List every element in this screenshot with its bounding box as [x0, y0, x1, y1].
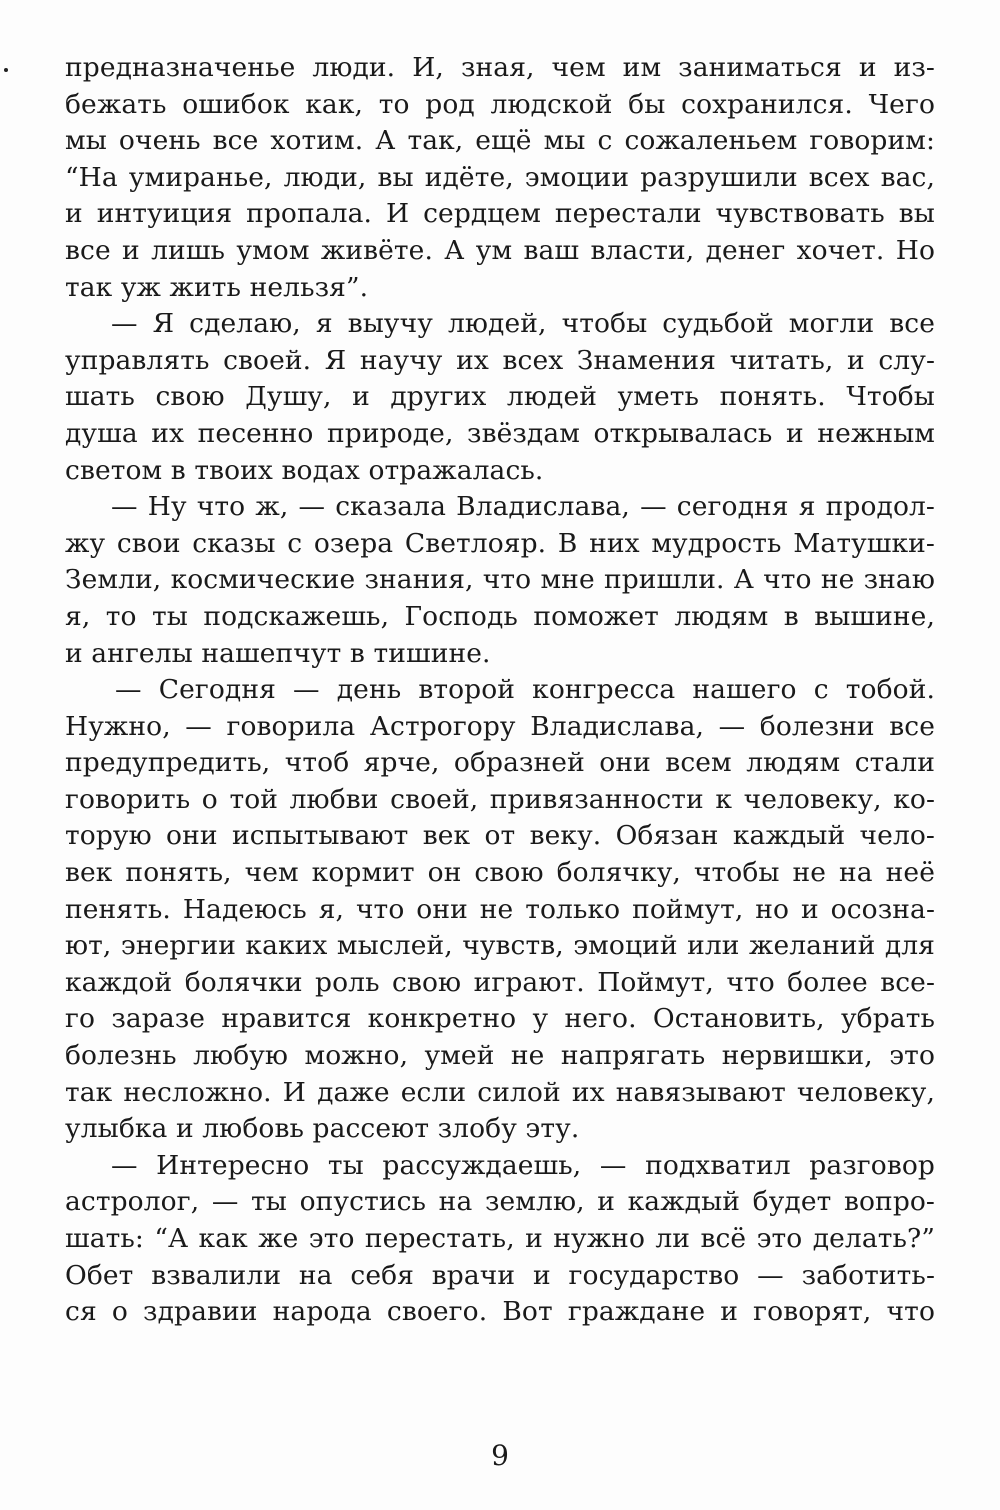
text-line: шать: “А как же это перестать, и нужно ли всё это делать?”: [65, 1223, 935, 1254]
text-line: предупредить, чтоб ярче, образней они всем людям стали: [65, 747, 935, 779]
text-line: каждой болячки роль свою играют. Поймут, что более все-: [65, 966, 935, 998]
text-line: Земли, космические знания, что мне пришли. А что не знаю: [65, 564, 935, 596]
text-line: предназначенье люди. И, зная, чем им заниматься и из-: [65, 52, 935, 83]
text-line: шать свою Душу, и других людей уметь понять. Чтобы: [65, 381, 935, 413]
text-line: светом в твоих водах отражалась.: [65, 454, 544, 486]
text-line: болезнь любую можно, умей не напрягать нервишки, это: [65, 1040, 935, 1072]
text-line: говорить о той любви своей, привязанности к человеку, ко-: [65, 783, 935, 815]
text-line: — Сегодня — день второй конгресса нашего с тобой.: [115, 674, 935, 706]
text-line: век понять, чем кормит он свою болячку, чтобы не на неё: [65, 857, 935, 889]
text-line: “На умиранье, люди, вы идёте, эмоции разрушили всех вас,: [65, 161, 935, 193]
scan-speck: [4, 68, 8, 72]
text-line: Обет взвалили на себя врачи и государство — заботить-: [65, 1259, 935, 1291]
text-line: управлять своей. Я научу их всех Знамения читать, и слу-: [65, 344, 935, 376]
text-line: и ангелы нашепчут в тишине.: [65, 637, 491, 669]
text-line: душа их песенно природе, звёздам открывалась и нежным: [65, 417, 935, 449]
text-line: — Я сделаю, я выучу людей, чтобы судьбой могли все: [111, 308, 935, 340]
text-line: улыбка и любовь рассеют злобу эту.: [65, 1113, 580, 1145]
text-line: Нужно, — говорила Астрогору Владислава, — болезни все: [65, 710, 935, 742]
text-line: так несложно. И даже если силой их навязывают человеку,: [65, 1076, 935, 1108]
text-line: все и лишь умом живёте. А ум ваш власти, денег хочет. Но: [65, 234, 935, 266]
text-line: — Интересно ты рассуждаешь, — подхватил разговор: [111, 1149, 935, 1181]
text-line: ют, энергии каких мыслей, чувств, эмоций или желаний для: [65, 930, 935, 962]
text-line: жу свои сказы с озера Светлояр. В них мудрость Матушки-: [65, 527, 935, 559]
text-line: пенять. Надеюсь я, что они не только поймут, но и осозна-: [65, 893, 935, 925]
text-line: так уж жить нельзя”.: [65, 271, 369, 303]
text-line: астролог, — ты опустись на землю, и каждый будет вопро-: [65, 1186, 935, 1218]
text-line: мы очень все хотим. А так, ещё мы с сожаленьем говорим:: [65, 125, 935, 157]
text-line: торую они испытывают век от веку. Обязан каждый чело-: [65, 820, 935, 852]
text-line: я, то ты подскажешь, Господь поможет людям в вышине,: [65, 600, 935, 632]
page-number: 9: [491, 1439, 509, 1472]
text-line: го заразе нравится конкретно у него. Остановить, убрать: [65, 1003, 935, 1035]
text-line: — Ну что ж, — сказала Владислава, — сегодня я продол-: [111, 491, 935, 523]
text-line: и интуиция пропала. И сердцем перестали чувствовать вы: [65, 198, 935, 230]
body-text: [65, 50, 935, 1331]
text-line: бежать ошибок как, то род людской бы сохранился. Чего: [65, 88, 935, 120]
text-line: ся о здравии народа своего. Вот граждане и говорят, что: [65, 1296, 935, 1328]
